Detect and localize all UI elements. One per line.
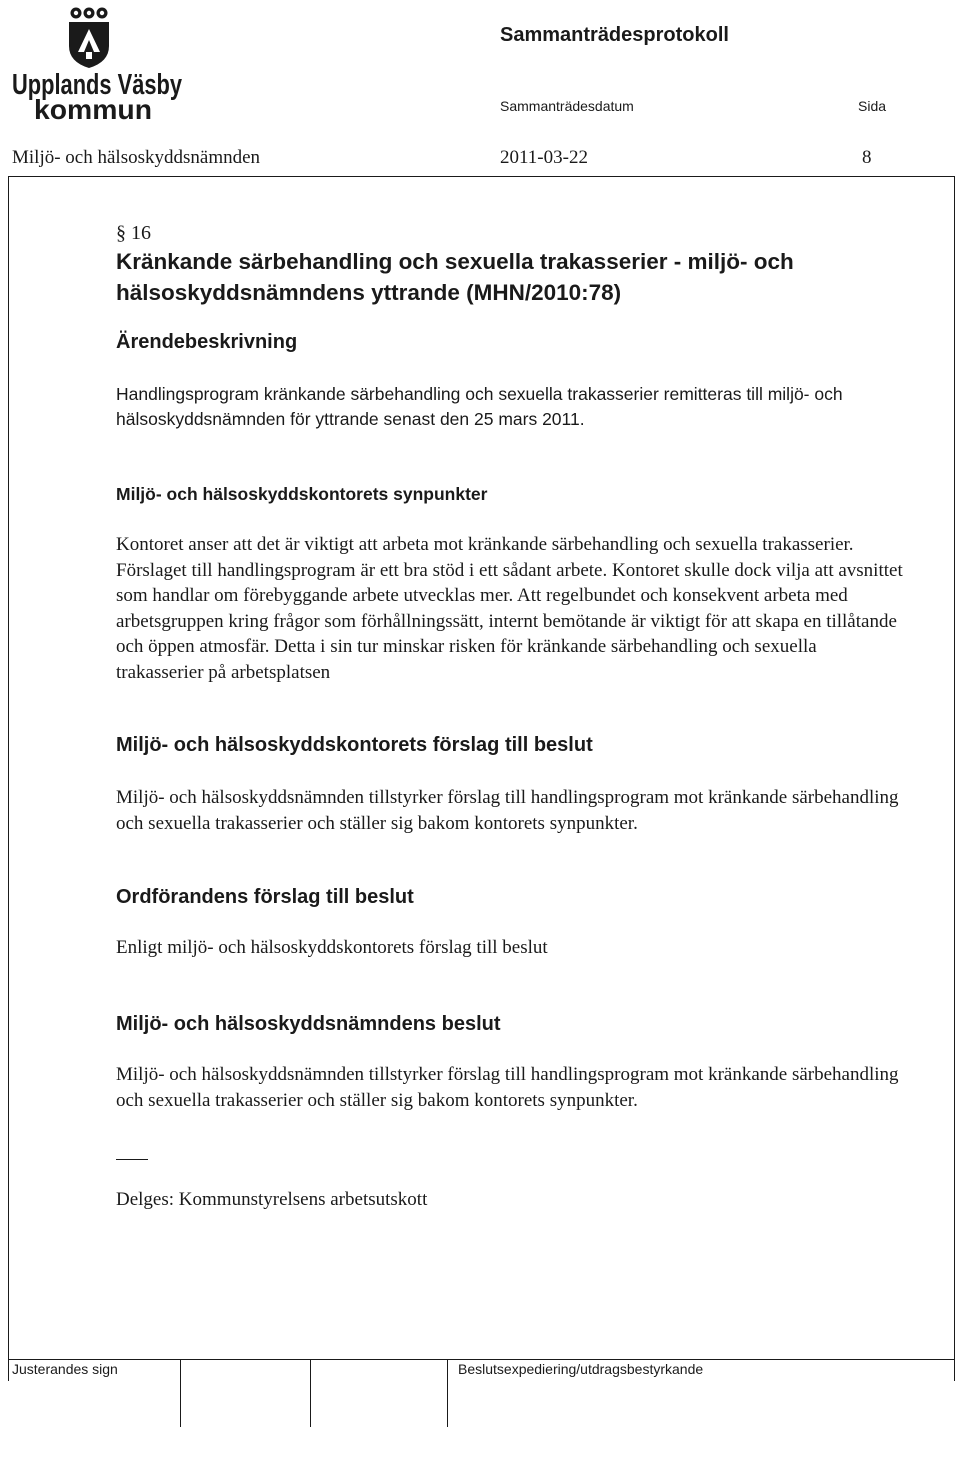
municipality-logo bbox=[12, 2, 187, 125]
footer-divider-1 bbox=[180, 1359, 181, 1427]
page-label: Sida bbox=[858, 98, 887, 114]
document-type: Sammanträdesprotokoll bbox=[500, 24, 729, 46]
distribution-text: Delges: Kommunstyrelsens arbetsutskott bbox=[116, 1189, 428, 1210]
footer-divider-3 bbox=[447, 1359, 448, 1427]
meeting-date: 2011-03-22 bbox=[500, 147, 588, 168]
right-border bbox=[954, 176, 955, 1381]
organization-name: Miljö- och hälsoskyddsnämnden bbox=[12, 147, 261, 168]
coat-of-arms-icon bbox=[69, 8, 109, 69]
section-heading-arendebeskrivning: Ärendebeskrivning bbox=[116, 331, 298, 353]
page-number: 8 bbox=[862, 147, 872, 168]
logo-text-line1: Upplands Väsby bbox=[12, 69, 182, 101]
section-heading-synpunkter: Miljö- och hälsoskyddskontorets synpunkter bbox=[116, 484, 488, 504]
section-text-beslut: Miljö- och hälsoskyddsnämnden tillstyrker förslag till handlingsprogram mot kränkande särbehandling och sexuella trakasserier och ställer sig bakom kontorets synpunkter. bbox=[116, 1064, 899, 1111]
footer-beslutsexpediering: Beslutsexpediering/utdragsbestyrkande bbox=[458, 1361, 704, 1377]
section-heading-kontorets-forslag: Miljö- och hälsoskyddskontorets förslag till beslut bbox=[116, 734, 593, 756]
footer-justerandes-sign: Justerandes sign bbox=[12, 1361, 118, 1377]
section-heading-beslut: Miljö- och hälsoskyddsnämndens beslut bbox=[116, 1013, 501, 1035]
left-border bbox=[8, 176, 9, 1381]
section-text-ordforandens-forslag: Enligt miljö- och hälsoskyddskontorets förslag till beslut bbox=[116, 937, 548, 958]
date-label: Sammanträdesdatum bbox=[500, 98, 634, 114]
paragraph-title: Kränkande särbehandling och sexuella trakasserier - miljö- och hälsoskyddsnämndens yttrande (MHN/2010:78) bbox=[116, 249, 794, 305]
footer-divider-2 bbox=[310, 1359, 311, 1427]
section-text-arendebeskrivning: Handlingsprogram kränkande särbehandling och sexuella trakasserier remitteras till miljö- och hälsoskyddsnämnden för yttrande senast den 25 mars 2011. bbox=[116, 384, 843, 429]
paragraph-number: § 16 bbox=[116, 222, 151, 244]
section-text-kontorets-forslag: Miljö- och hälsoskyddsnämnden tillstyrker förslag till handlingsprogram mot kränkande särbehandling och sexuella trakasserier och ställer sig bakom kontorets synpunkter. bbox=[116, 787, 899, 834]
section-text-synpunkter: Kontoret anser att det är viktigt att arbeta mot kränkande särbehandling och sexuella trakasserier. Förslaget till handlingsprogram är ett bra stöd i ett sådant arbete. Kontoret skulle dock vilja att avsnittet som handlar om förebyggande arbete utvecklas mer. Att regelbundet och konsekvent arbeta med arbetsgruppen kring frågor som förhållningssätt, internt bemötande är viktigt för att skapa en tillåtande och öppen atmosfär. Detta i sin tur minskar risken för kränkande särbehandling och sexuella trakasserier på arbetsplatsen bbox=[116, 534, 903, 683]
section-heading-ordforandens-forslag: Ordförandens förslag till beslut bbox=[116, 886, 414, 908]
short-divider bbox=[116, 1159, 148, 1160]
logo-text-line2: kommun bbox=[34, 94, 152, 125]
footer-rule bbox=[8, 1359, 954, 1360]
header-rule bbox=[8, 176, 954, 177]
